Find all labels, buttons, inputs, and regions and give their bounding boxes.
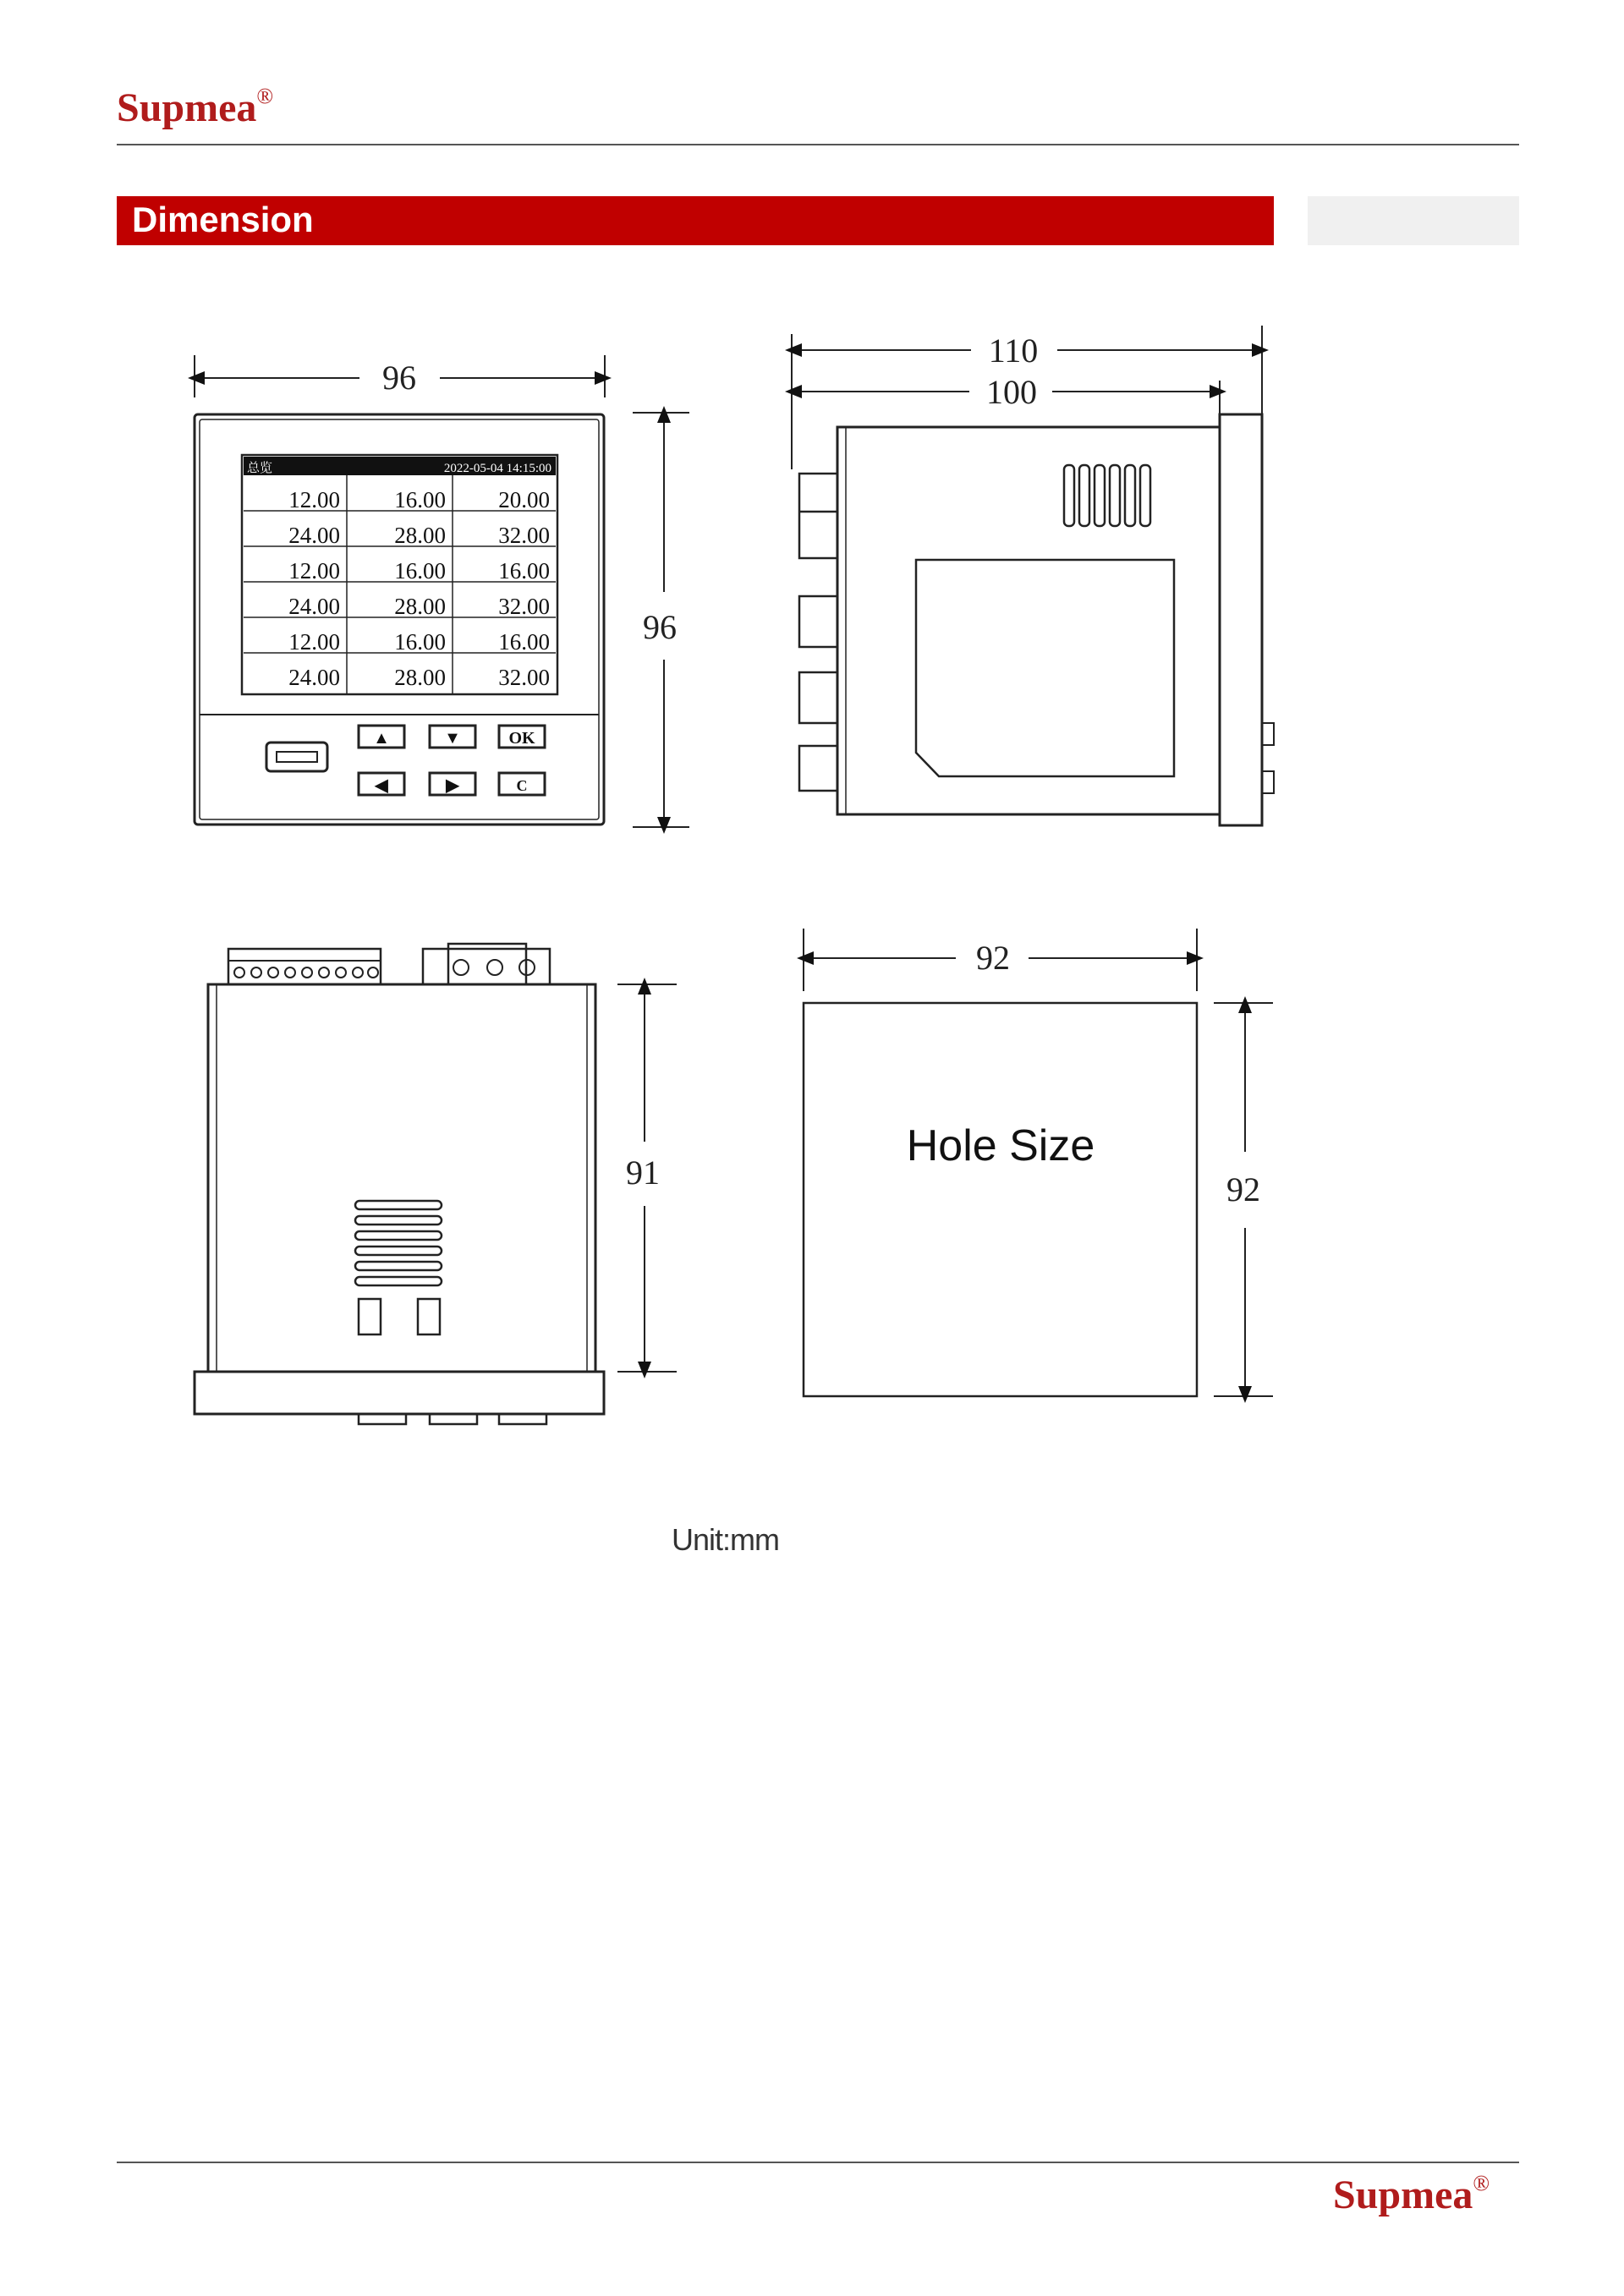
screen-cell: 28.00 <box>394 665 446 690</box>
down-arrow-icon: ▼ <box>444 729 461 748</box>
screen-cell: 16.00 <box>394 558 446 584</box>
header-brand-logo: Supmea® <box>117 84 274 130</box>
front-width-label: 96 <box>382 359 416 397</box>
screen-cell: 12.00 <box>288 487 340 512</box>
screen-title: 总览 <box>247 462 273 475</box>
top-view <box>195 944 677 1424</box>
right-arrow-icon: ▶ <box>446 776 459 795</box>
unit-note: Unit:mm <box>672 1522 779 1557</box>
total-depth-label: 110 <box>988 332 1039 370</box>
screen-cell: 32.00 <box>498 523 550 548</box>
screen-cell: 28.00 <box>394 523 446 548</box>
screen-cell: 12.00 <box>288 558 340 584</box>
footer-brand-logo: Supmea® <box>1333 2171 1490 2217</box>
screen-cell: 24.00 <box>288 523 340 548</box>
front-view <box>195 355 689 827</box>
footer-rule <box>117 2162 1519 2163</box>
screen-cell: 28.00 <box>394 594 446 619</box>
screen-cell: 16.00 <box>498 629 550 655</box>
hole-height-label: 92 <box>1226 1170 1260 1208</box>
screen-datetime: 2022-05-04 14:15:00 <box>443 462 551 475</box>
screen-cell: 16.00 <box>394 487 446 512</box>
screen-cell: 32.00 <box>498 665 550 690</box>
section-title: Dimension <box>132 200 314 239</box>
screen-cell: 16.00 <box>394 629 446 655</box>
hole-width-label: 92 <box>976 939 1010 977</box>
cancel-label: C <box>516 777 528 794</box>
body-depth-label: 100 <box>986 373 1037 411</box>
screen-cell: 20.00 <box>498 487 550 512</box>
up-arrow-icon: ▲ <box>373 729 390 748</box>
left-arrow-icon: ◀ <box>375 776 388 795</box>
screen-cell: 32.00 <box>498 594 550 619</box>
front-height-label: 96 <box>643 608 677 646</box>
screen-cell: 24.00 <box>288 665 340 690</box>
screen-cell: 12.00 <box>288 629 340 655</box>
hole-size-label: Hole Size <box>906 1121 1095 1170</box>
screen-cell: 16.00 <box>498 558 550 584</box>
top-depth-label: 91 <box>626 1153 660 1192</box>
screen-cell: 24.00 <box>288 594 340 619</box>
ok-label: OK <box>508 729 535 748</box>
